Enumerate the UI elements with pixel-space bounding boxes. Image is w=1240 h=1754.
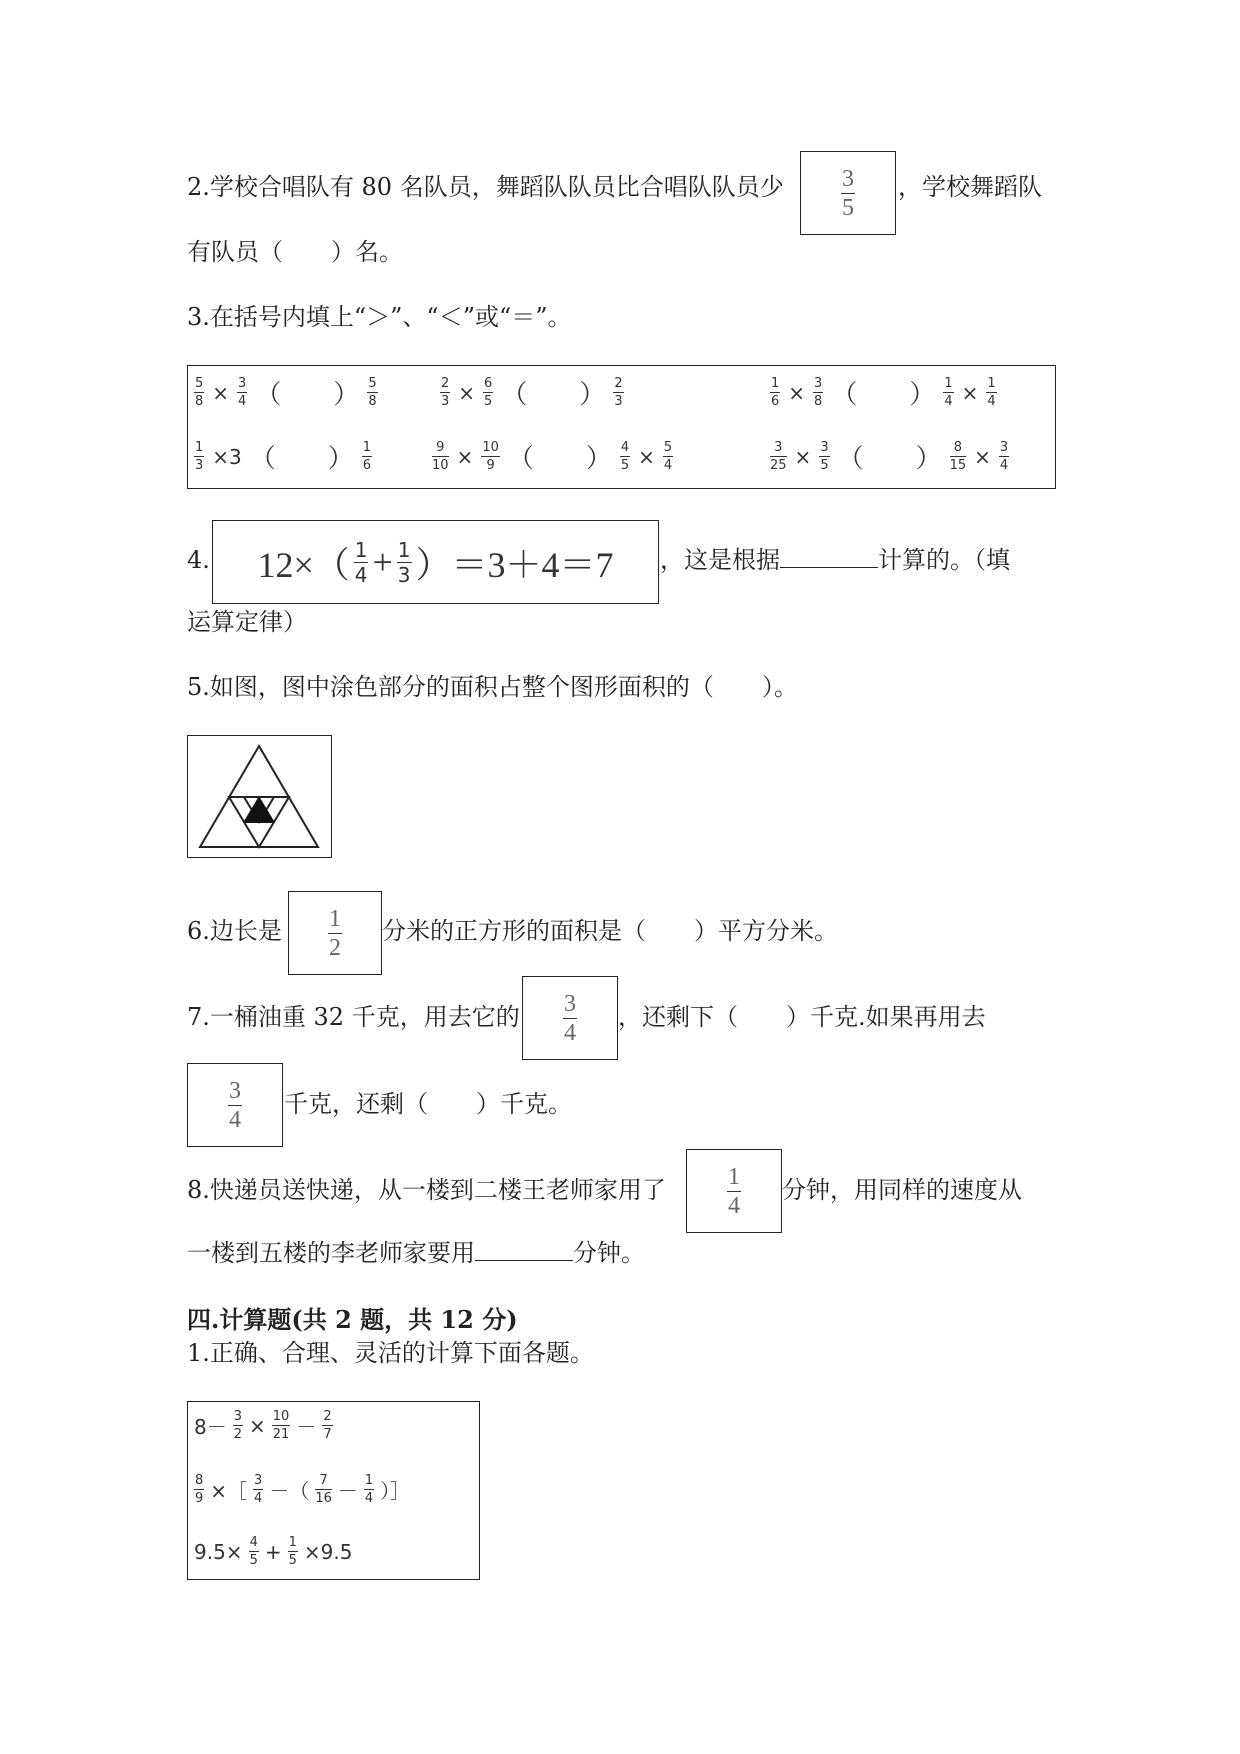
answer-blank[interactable]: （ ） — [831, 380, 936, 410]
q5-line — [187, 672, 798, 702]
minus-paren: －（ — [269, 1479, 310, 1503]
q4-expression — [257, 537, 613, 588]
calc-box — [187, 1401, 480, 1580]
q5-text: 5.如图，图中涂色部分的面积占整个图形面积的（ ）。 — [187, 673, 798, 701]
q4-text-a: ，这是根据 — [660, 546, 780, 574]
q3-r1-item2 — [440, 374, 624, 411]
fraction: 1 6 — [362, 440, 372, 473]
section4-heading: 四.计算题(共 2 题，共 12 分) — [187, 1305, 518, 1334]
times-sign: × — [249, 1413, 266, 1438]
calc3-pre: 9.5× — [194, 1539, 243, 1564]
q8-text-d: 分钟。 — [573, 1239, 645, 1267]
q2-line1b — [898, 172, 1042, 202]
fraction: 1 6 — [771, 376, 780, 409]
q3-r2-item1 — [194, 438, 372, 475]
q6-fraction: 1 2 — [329, 905, 341, 961]
q2-text-c: 有队员（ ）名。 — [187, 238, 403, 266]
q6-text-b: 分米的正方形的面积是（ ）平方分米。 — [382, 917, 838, 945]
fraction: 5 8 — [368, 376, 377, 409]
q6-fraction-box — [288, 891, 382, 975]
q8-fraction-box — [686, 1149, 782, 1233]
q3-comparison-table — [187, 365, 1056, 489]
q8-text-a: 8.快递员送快递，从一楼到二楼王老师家用了 — [187, 1176, 666, 1204]
calc1-pre: 8－ — [194, 1415, 227, 1439]
times-sign: × — [788, 380, 806, 405]
answer-blank[interactable] — [475, 1238, 573, 1261]
q7-fraction-1: 3 4 — [564, 990, 576, 1046]
q2-text-b: ，学校舞蹈队 — [898, 173, 1042, 201]
q3-r1-item3 — [770, 374, 997, 411]
q8-line-a — [187, 1175, 666, 1205]
q8-line-c — [187, 1238, 645, 1268]
q4-expression-box — [212, 520, 659, 604]
fraction: 5 4 — [663, 440, 673, 473]
fraction: 3 4 — [999, 440, 1009, 473]
times-sign: × — [212, 380, 230, 405]
q2-text-a: 2.学校合唱队有 80 名队员，舞蹈队队员比合唱队队员少 — [187, 173, 784, 201]
q7-fraction-box-1 — [522, 976, 618, 1060]
times-bracket: ×［ — [210, 1479, 248, 1503]
fraction: 3 25 — [770, 440, 787, 473]
fraction: 10 21 — [272, 1409, 290, 1442]
times-sign: × — [456, 444, 474, 469]
fraction: 3 2 — [233, 1409, 243, 1442]
q3-r1-item1 — [194, 374, 378, 411]
q5-triangle-figure — [187, 735, 332, 858]
fraction: 1 4 — [987, 376, 996, 409]
fraction: 4 5 — [249, 1535, 258, 1568]
answer-blank[interactable]: （ ） — [837, 444, 942, 474]
q3-line — [187, 302, 572, 332]
q3-r2-item3 — [770, 438, 1009, 475]
fraction: 1 4 — [944, 376, 953, 409]
fraction: 7 16 — [315, 1473, 332, 1506]
times-three: ×3 — [212, 444, 242, 469]
q2-fraction: 3 5 — [842, 165, 854, 221]
q7-line-c — [284, 1089, 572, 1119]
fraction: 2 3 — [441, 376, 450, 409]
fraction: 1 4 — [354, 537, 368, 587]
fraction: 8 9 — [195, 1473, 204, 1506]
times-sign: × — [794, 444, 812, 469]
q7-text-c: 千克，还剩（ ）千克。 — [284, 1090, 572, 1118]
calc-row-3 — [194, 1536, 352, 1567]
q4-text-b: 计算的。（填 — [878, 546, 1010, 574]
q6-text-a: 6.边长是 — [187, 917, 282, 945]
fraction: 2 3 — [614, 376, 623, 409]
section4-q1-line — [187, 1338, 594, 1368]
plus-sign: + — [372, 542, 393, 582]
fraction: 8 15 — [949, 440, 967, 473]
answer-blank[interactable] — [780, 545, 878, 568]
times-sign: × — [961, 380, 979, 405]
fraction: 9 10 — [432, 440, 449, 473]
fraction: 5 8 — [195, 376, 204, 409]
calc-row-1 — [194, 1410, 333, 1441]
calc3-post: ×9.5 — [303, 1539, 353, 1564]
fraction: 10 9 — [482, 440, 499, 473]
answer-blank[interactable]: （ ） — [249, 444, 354, 474]
fraction: 1 3 — [195, 440, 204, 473]
fraction: 6 5 — [484, 376, 493, 409]
fraction: 3 4 — [254, 1473, 263, 1506]
q3-r2-item2 — [432, 438, 673, 475]
close-brackets: ）］ — [380, 1479, 411, 1503]
fraction: 1 5 — [288, 1535, 297, 1568]
q7-fraction-box-2 — [187, 1063, 283, 1147]
times-sign: × — [974, 444, 991, 469]
q2-fraction-box — [800, 151, 896, 235]
section4-q1-text: 1.正确、合理、灵活的计算下面各题。 — [187, 1339, 594, 1367]
times-sign: × — [638, 444, 655, 469]
shaded-triangle — [244, 797, 274, 822]
fraction: 1 3 — [397, 537, 411, 587]
q4-num: 4. — [187, 546, 210, 574]
q8-line-b — [782, 1175, 1022, 1205]
q6-line-b — [382, 916, 838, 946]
q7-line-a — [187, 1002, 520, 1032]
q3-text: 3.在括号内填上“＞”、“＜”或“＝”。 — [187, 303, 572, 331]
q8-fraction: 1 4 — [728, 1163, 740, 1219]
answer-blank[interactable]: （ ） — [507, 444, 612, 474]
fraction: 2 7 — [323, 1409, 332, 1442]
expr-left: 12×（ — [257, 544, 350, 585]
q2-line2 — [187, 237, 403, 267]
answer-blank[interactable]: （ ） — [255, 380, 360, 410]
q4-line2 — [187, 607, 307, 637]
q8-text-b: 分钟，用同样的速度从 — [782, 1176, 1022, 1204]
times-sign: × — [458, 380, 476, 405]
q4-line1b — [660, 545, 1010, 575]
section-heading — [187, 1305, 518, 1335]
fraction: 3 5 — [820, 440, 829, 473]
calc-row-2 — [194, 1474, 410, 1505]
answer-blank[interactable]: （ ） — [501, 380, 606, 410]
fraction: 3 8 — [814, 376, 823, 409]
minus-sign: － — [337, 1479, 358, 1503]
q4-number — [187, 545, 210, 575]
expr-right: ）＝3＋4＝7 — [415, 544, 614, 585]
minus-sign: － — [296, 1415, 317, 1439]
q7-text-b: ，还剩下（ ）千克.如果再用去 — [618, 1003, 986, 1031]
q2-line1 — [187, 172, 784, 202]
triangle-diagram — [188, 736, 331, 857]
q7-line-b — [618, 1002, 986, 1032]
q8-text-c: 一楼到五楼的李老师家要用 — [187, 1239, 475, 1267]
q4-text-c: 运算定律） — [187, 608, 307, 636]
q7-fraction-2: 3 4 — [229, 1077, 241, 1133]
plus-sign: + — [264, 1539, 282, 1564]
fraction: 4 5 — [620, 440, 630, 473]
q6-line-a — [187, 916, 282, 946]
q7-text-a: 7.一桶油重 32 千克，用去它的 — [187, 1003, 520, 1031]
fraction: 1 4 — [364, 1473, 374, 1506]
fraction: 3 4 — [238, 376, 247, 409]
